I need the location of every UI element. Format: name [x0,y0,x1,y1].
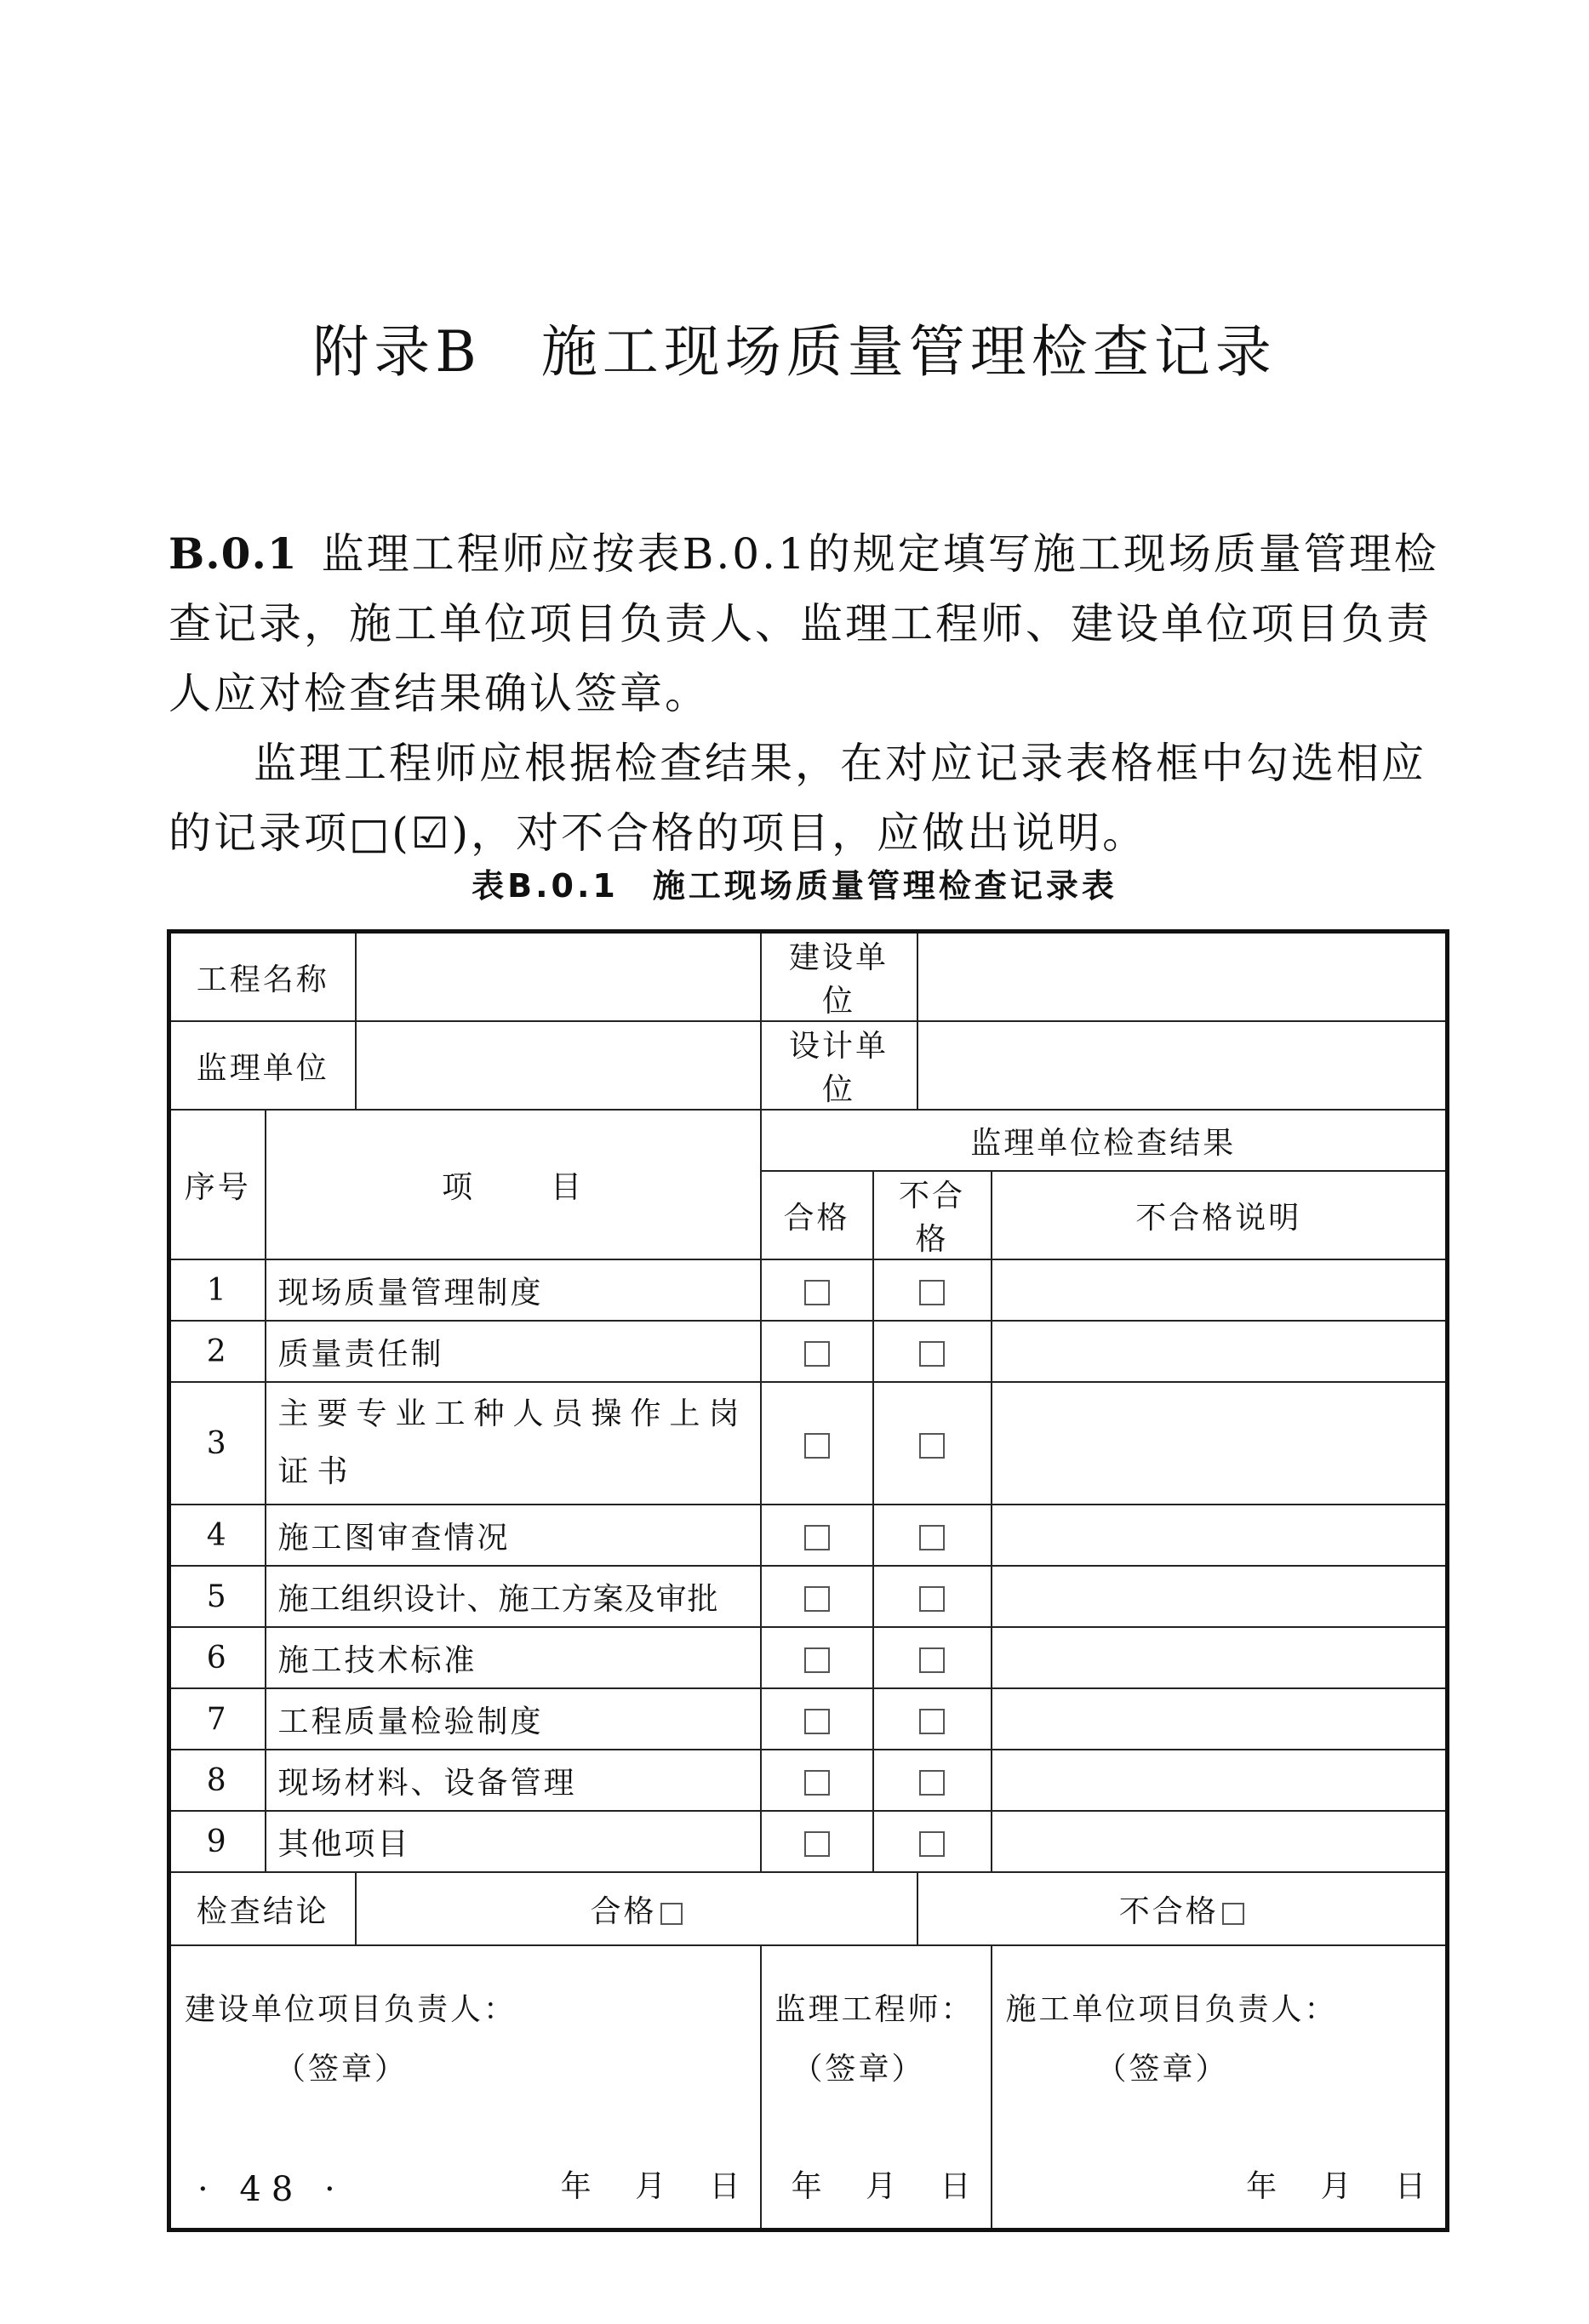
row-item: 现场材料、设备管理 [266,1750,761,1811]
fail-checkbox-cell[interactable] [873,1688,992,1750]
pass-checkbox-cell[interactable] [761,1688,873,1750]
paragraph-clause [169,519,1445,728]
designer-label: 设计单位 [761,1021,917,1110]
row-item: 施工技术标准 [266,1627,761,1688]
row-item: 工程质量检验制度 [266,1688,761,1750]
fail-checkbox[interactable] [919,1341,945,1367]
paragraph-text-1: 监理工程师应按表B.0.1的规定填写施工现场质量管理检查记录，施工单位项目负责人、监理工程师、建设单位项目负责人应对检查结果确认签章。 [169,529,1439,718]
paragraph-text-2a: 监理工程师应根据检查结果，在对应记录表格框中勾选相应的记录项 [169,739,1426,858]
clause-number: B.0.1 [169,528,298,579]
conclusion-row [169,1872,1448,1945]
pass-checkbox[interactable] [804,1709,830,1734]
supervisor-field[interactable] [356,1021,761,1110]
fail-checkbox-cell[interactable] [873,1505,992,1566]
row-seq: 8 [169,1750,266,1811]
fail-header: 不合格 [873,1171,992,1259]
owner-date-label: 年 月 日 [560,2168,743,2204]
owner-rep-label: 建设单位项目负责人： [185,1992,517,2027]
supervisor-engineer-label: 监理工程师： [774,1992,975,2027]
pass-checkbox[interactable] [804,1647,830,1673]
row-item: 其他项目 [266,1811,761,1872]
paragraph-instructions [169,728,1445,868]
fail-checkbox-cell[interactable] [873,1382,992,1505]
row-seq: 5 [169,1566,266,1627]
row-item: 质量责任制 [266,1321,761,1382]
row-seq: 7 [169,1688,266,1750]
contractor-signature-cell[interactable] [992,1945,1448,2230]
fail-checkbox-cell[interactable] [873,1259,992,1321]
fail-checkbox[interactable] [919,1280,945,1305]
pass-checkbox[interactable] [804,1433,830,1459]
conclusion-pass-checkbox[interactable] [660,1903,683,1925]
conclusion-pass-label: 合格 [590,1893,657,1929]
seq-header: 序号 [169,1110,266,1259]
owner-field[interactable] [917,932,1448,1022]
fail-note-field[interactable] [992,1382,1448,1505]
fail-note-field[interactable] [992,1688,1448,1750]
item-header: 项 目 [266,1110,761,1259]
fail-checkbox[interactable] [919,1831,945,1857]
pass-checkbox-cell[interactable] [761,1627,873,1688]
pass-checkbox[interactable] [804,1770,830,1796]
pass-checkbox-cell[interactable] [761,1321,873,1382]
supervisor-stamp-label: （签章） [792,2052,925,2087]
fail-checkbox[interactable] [919,1770,945,1796]
result-header: 监理单位检查结果 [761,1110,1448,1171]
table-title: 施工现场质量管理检查记录表 [652,867,1117,905]
table-row [169,1382,1448,1505]
pass-checkbox[interactable] [804,1341,830,1367]
project-name-field[interactable] [356,932,761,1022]
page-title [0,306,1589,387]
row-item: 施工图审查情况 [266,1505,761,1566]
fail-checkbox[interactable] [919,1525,945,1550]
fail-checkbox-cell[interactable] [873,1566,992,1627]
row-item: 主要专业工种人员操作上岗证书 [266,1382,761,1505]
owner-label: 建设单位 [761,932,917,1022]
checkbox-symbols: □(☑) [349,808,472,858]
signature-row [169,1945,1448,2230]
pass-header: 合格 [761,1171,873,1259]
supervisor-signature-cell[interactable] [761,1945,992,2230]
page-number: · 48 · [197,2170,346,2209]
table-header-row [169,1110,1448,1171]
contractor-stamp-label: （签章） [1095,2052,1229,2087]
fail-note-field[interactable] [992,1259,1448,1321]
conclusion-pass-option[interactable] [356,1872,917,1945]
pass-checkbox[interactable] [804,1831,830,1857]
conclusion-label: 检查结论 [169,1872,356,1945]
table-row [169,1566,1448,1627]
fail-checkbox[interactable] [919,1709,945,1734]
table-number: 表B.0.1 [472,867,619,905]
appendix-code: 附录B [312,319,482,385]
table-row [169,1505,1448,1566]
contractor-rep-label: 施工单位项目负责人： [1005,1992,1338,2027]
fail-checkbox-cell[interactable] [873,1811,992,1872]
fail-note-field[interactable] [992,1566,1448,1627]
row-item: 施工组织设计、施工方案及审批 [266,1566,761,1627]
row-seq: 2 [169,1321,266,1382]
pass-checkbox-cell[interactable] [761,1505,873,1566]
table-row [169,1627,1448,1688]
fail-checkbox-cell[interactable] [873,1321,992,1382]
fail-checkbox[interactable] [919,1433,945,1459]
fail-note-field[interactable] [992,1505,1448,1566]
fail-desc-header: 不合格说明 [992,1171,1448,1259]
project-name-label: 工程名称 [169,932,356,1022]
contractor-date-label: 年 月 日 [1246,2168,1429,2204]
pass-checkbox-cell[interactable] [761,1750,873,1811]
fail-checkbox-cell[interactable] [873,1750,992,1811]
fail-note-field[interactable] [992,1750,1448,1811]
row-seq: 1 [169,1259,266,1321]
designer-field[interactable] [917,1021,1448,1110]
pass-checkbox-cell[interactable] [761,1566,873,1627]
pass-checkbox[interactable] [804,1280,830,1305]
conclusion-fail-option[interactable] [917,1872,1448,1945]
table-row [169,932,1448,1022]
pass-checkbox-cell[interactable] [761,1382,873,1505]
table-row [169,1021,1448,1110]
supervisor-date-label: 年 月 日 [791,2168,974,2204]
appendix-title: 施工现场质量管理检查记录 [540,319,1277,385]
pass-checkbox[interactable] [804,1586,830,1612]
pass-checkbox-cell[interactable] [761,1259,873,1321]
table-row [169,1750,1448,1811]
row-seq: 3 [169,1382,266,1505]
table-row [169,1688,1448,1750]
row-seq: 6 [169,1627,266,1688]
fail-checkbox-cell[interactable] [873,1627,992,1688]
pass-checkbox-cell[interactable] [761,1811,873,1872]
inspection-record-table [167,929,1449,2232]
owner-stamp-label: （签章） [275,2052,409,2087]
fail-note-field[interactable] [992,1811,1448,1872]
supervisor-label: 监理单位 [169,1021,356,1110]
conclusion-fail-checkbox[interactable] [1222,1903,1244,1925]
table-row [169,1321,1448,1382]
row-seq: 4 [169,1505,266,1566]
pass-checkbox[interactable] [804,1525,830,1550]
table-row [169,1259,1448,1321]
fail-checkbox[interactable] [919,1647,945,1673]
fail-note-field[interactable] [992,1321,1448,1382]
fail-checkbox[interactable] [919,1586,945,1612]
fail-note-field[interactable] [992,1627,1448,1688]
table-caption [0,859,1589,906]
paragraph-text-2b: ，对不合格的项目，应做出说明。 [471,808,1148,858]
row-seq: 9 [169,1811,266,1872]
conclusion-fail-label: 不合格 [1118,1893,1219,1929]
table-row [169,1811,1448,1872]
row-item: 现场质量管理制度 [266,1259,761,1321]
